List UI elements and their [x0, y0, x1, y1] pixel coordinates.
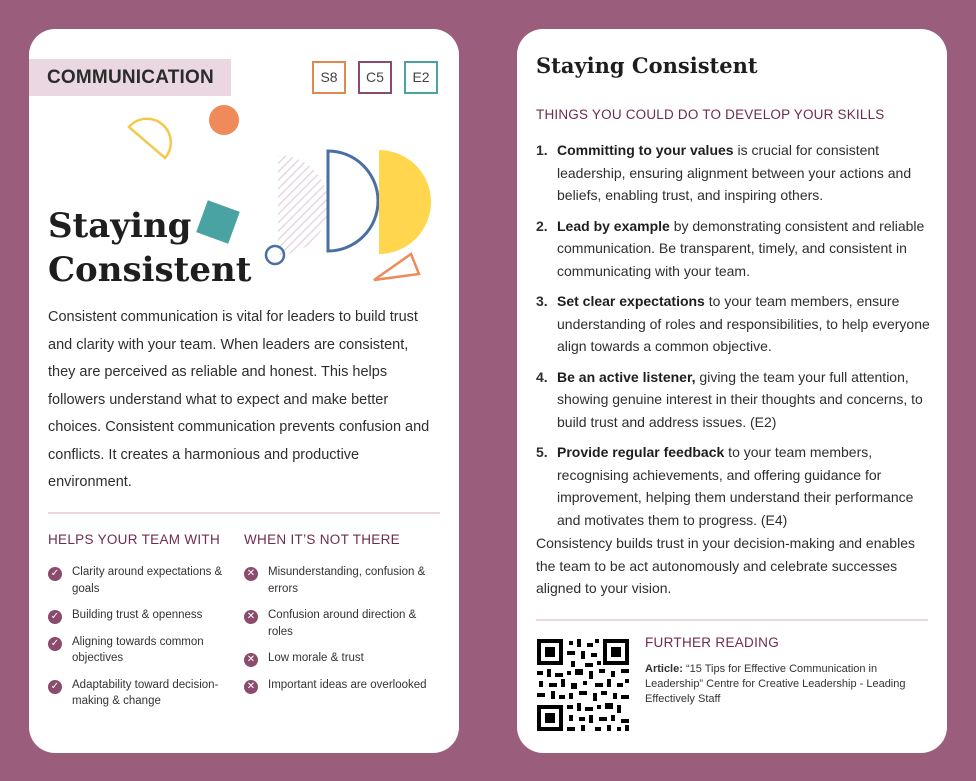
- cross-icon: ✕: [244, 653, 258, 667]
- code-badge-e2: E2: [404, 61, 438, 94]
- skills-list: [536, 139, 936, 539]
- cross-icon: ✕: [244, 680, 258, 694]
- list-item: ✕ Confusion around direction & roles: [244, 607, 429, 640]
- half-circle-outline-yellow: [129, 119, 171, 158]
- divider: [48, 512, 440, 514]
- article-reference: [645, 662, 915, 707]
- article-label: Article:: [645, 663, 683, 675]
- list-item: ✕ Low morale & trust: [244, 650, 429, 667]
- card-back: [517, 29, 947, 753]
- skill-step: 1. Committing to your values is crucial for consistent leadership, ensuring alignment between your actions and beliefs, enabling trust, and inspiring others.: [536, 142, 912, 203]
- check-icon: ✓: [48, 610, 62, 624]
- cross-icon: ✕: [244, 610, 258, 624]
- orange-dot: [209, 105, 239, 135]
- further-reading-heading: FURTHER READING: [645, 635, 780, 650]
- title-line-2: Consistent: [48, 250, 252, 290]
- list-item: ✓ Adaptability toward decision-making & change: [48, 677, 233, 710]
- intro-paragraph: Consistent communication is vital for leaders to build trust and clarity with your team. When leaders are consistent, they are perceived as reliable and honest. This helps followers understand what to expect and make better choices. Consistent communication prevents confusion and conflicts. It creates a harmonious and productive environment.: [48, 309, 430, 490]
- half-circle-outline-blue: [328, 151, 378, 251]
- helps-list: [48, 564, 233, 710]
- category-label: COMMUNICATION: [29, 59, 231, 96]
- half-circle-yellow: [379, 150, 431, 254]
- closing-paragraph: Consistency builds trust in your decision-making and enables the team to be act autonomously and celebrate successes aligned to your vision.: [536, 535, 915, 596]
- skill-step: 3. Set clear expectations to your team members, ensure understanding of roles and responsibilities, to help everyone align towards a common objective.: [536, 293, 930, 354]
- helps-heading: HELPS YOUR TEAM WITH: [48, 532, 221, 547]
- list-item: ✓ Aligning towards common objectives: [48, 634, 233, 667]
- title-line-1: Staying: [48, 206, 192, 246]
- list-item: ✕ Important ideas are overlooked: [244, 677, 429, 694]
- not-there-list: [244, 564, 429, 693]
- list-item: ✕ Misunderstanding, confusion & errors: [244, 564, 429, 597]
- qr-code-icon[interactable]: [537, 639, 629, 731]
- skill-step: 2. Lead by example by demonstrating consistent and reliable communication. Be transparent, timely, and consistent in communicating with your team.: [536, 217, 925, 279]
- divider: [536, 619, 928, 621]
- skills-heading: THINGS YOU COULD DO TO DEVELOP YOUR SKILLS: [536, 107, 885, 122]
- check-icon: ✓: [48, 680, 62, 694]
- card-back-title: Staying Consistent: [536, 53, 758, 78]
- not-there-heading: WHEN IT’S NOT THERE: [244, 532, 400, 547]
- list-item: ✓ Clarity around expectations & goals: [48, 564, 233, 597]
- triangle-orange: [374, 254, 419, 280]
- skill-step: 5. Provide regular feedback to your team members, recognising achievements, and offering guidance for improvement, helping them understand their performance and motivates them to progress. (E4): [536, 444, 914, 528]
- check-icon: ✓: [48, 637, 62, 651]
- list-item: ✓ Building trust & openness: [48, 607, 233, 624]
- check-icon: ✓: [48, 567, 62, 581]
- skill-step: 4. Be an active listener, giving the team your full attention, showing genuine interest in their thoughts and concerns, to build trust and address issues. (E2): [536, 368, 923, 430]
- card-title: [48, 204, 308, 292]
- article-text: “15 Tips for Effective Communication in Leadership” Centre for Creative Leadership - Leading Effectively Staff: [645, 663, 906, 705]
- code-badge-c5: C5: [358, 61, 392, 94]
- card-front: [29, 29, 459, 753]
- code-badge-s8: S8: [312, 61, 346, 94]
- cross-icon: ✕: [244, 567, 258, 581]
